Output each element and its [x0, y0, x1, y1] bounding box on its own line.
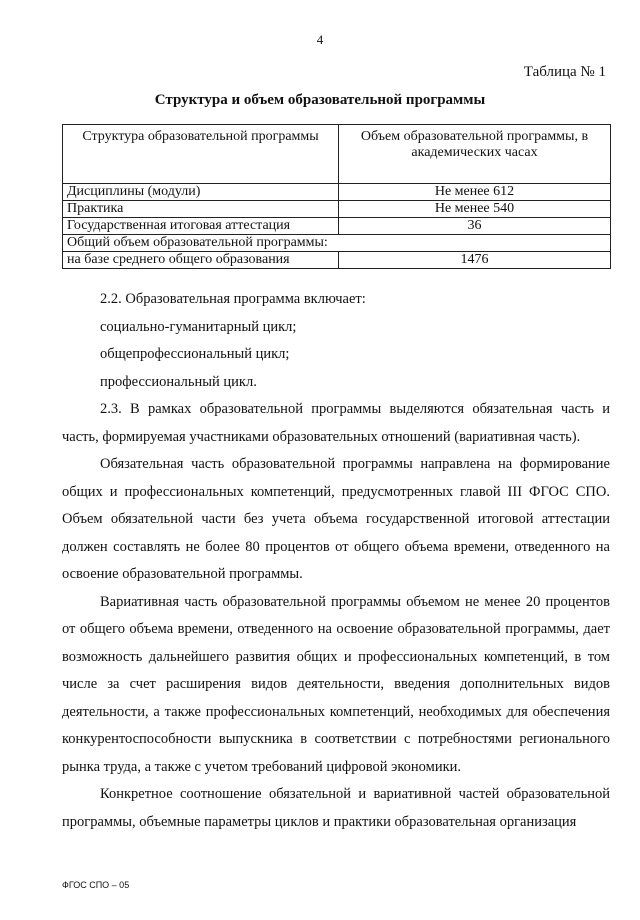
- table-row: [63, 218, 611, 235]
- table-row: [63, 252, 611, 269]
- paragraph: Обязательная часть образовательной программы направлена на формирование общих и профессиональных компетенций, предусмотренных главой III ФГОС СПО. Объем обязательной части без учета объема государственной итоговой аттестации должен составлять не более 80 процентов от общего объема времени, отведенного на освоение образовательной программы.: [62, 456, 610, 582]
- table-cell: Дисциплины (модули): [63, 184, 339, 201]
- table-header-cell: Структура образовательной программы: [63, 125, 339, 184]
- table-cell: 36: [339, 218, 611, 235]
- paragraph: Конкретное соотношение обязательной и вариативной частей образовательной программы, объемные параметры циклов и практики образовательная организация: [62, 786, 610, 830]
- table-cell: Не менее 540: [339, 201, 611, 218]
- paragraph: 2.2. Образовательная программа включает:: [100, 291, 366, 307]
- table-cell: на базе среднего общего образования: [63, 252, 339, 269]
- body-text: [62, 286, 610, 836]
- table-row: [63, 184, 611, 201]
- paragraph: 2.3. В рамках образовательной программы выделяются обязательная часть и часть, формируемая участниками образовательных отношений (вариативная часть).: [62, 401, 610, 445]
- table-header-row: [63, 125, 611, 184]
- table-row: [63, 235, 611, 252]
- table-cell: Не менее 612: [339, 184, 611, 201]
- table-cell: Государственная итоговая аттестация: [63, 218, 339, 235]
- page-title: Структура и объем образовательной программы: [154, 92, 486, 108]
- structure-table: [62, 124, 611, 269]
- table-cell: 1476: [339, 252, 611, 269]
- footer: ФГОС СПО – 05: [62, 880, 130, 890]
- paragraph: профессиональный цикл.: [100, 373, 257, 390]
- table-cell: Практика: [63, 201, 339, 218]
- paragraph: социально-гуманитарный цикл;: [100, 318, 297, 335]
- table-cell: Общий объем образовательной программы:: [63, 235, 611, 252]
- paragraph: общепрофессиональный цикл;: [100, 346, 290, 362]
- page-number: 4: [316, 32, 324, 47]
- paragraph: Вариативная часть образовательной программы объемом не менее 20 процентов от общего объема времени, отведенного на освоение образовательной программы, дает возможность дальнейшего развития общих и профессиональных компетенций, в том числе за счет расширения видов деятельности, введения дополнительных видов деятельности, а также профессиональных компетенций, необходимых для обеспечения конкурентоспособности выпускника в соответствии с потребностями регионального рынка труда, а также с учетом требований цифровой экономики.: [62, 593, 610, 775]
- table-header-cell: Объем образовательной программы, в академических часах: [339, 125, 611, 184]
- table-row: [63, 201, 611, 218]
- table-label: Таблица № 1: [523, 64, 606, 80]
